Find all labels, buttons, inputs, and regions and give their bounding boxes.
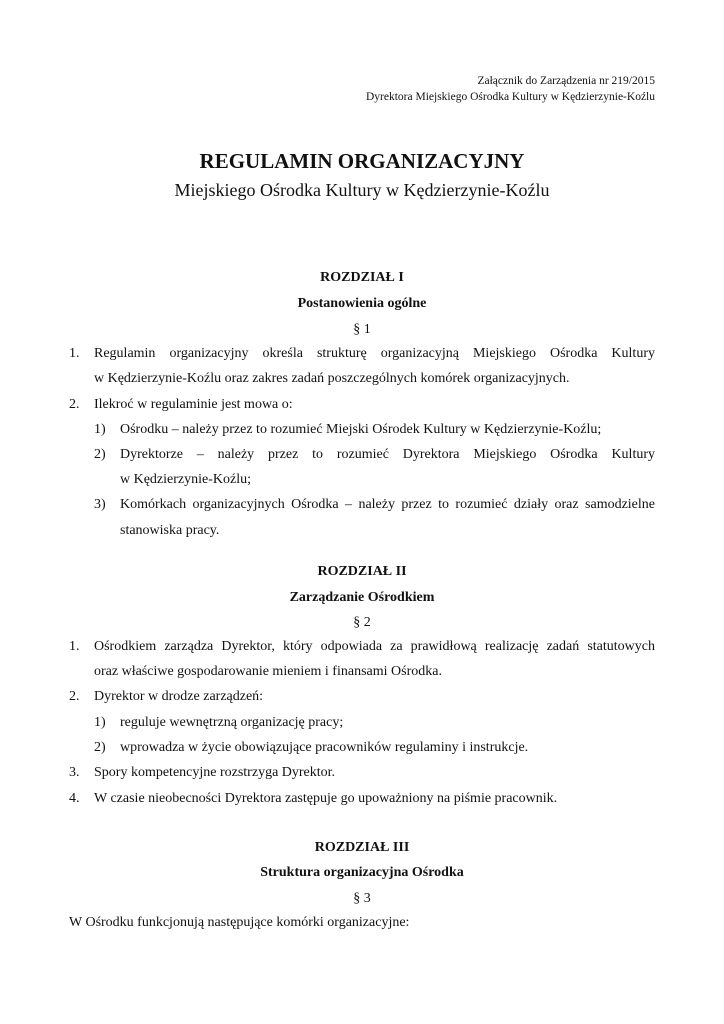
list-number: 1.	[69, 346, 80, 361]
annex-note	[366, 73, 655, 105]
chapter-3-heading: ROZDZIAŁ III	[314, 840, 410, 855]
list-number: 1.	[69, 639, 80, 654]
list-number: 2.	[69, 689, 80, 704]
annex-line-1: Załącznik do Zarządzenia nr 219/2015	[477, 75, 655, 87]
list-item-line: W czasie nieobecności Dyrektora zastępuje go upoważniony na piśmie pracownik.	[94, 791, 558, 806]
chapter-3-intro: W Ośrodku funkcjonują następujące komórki organizacyjne:	[69, 915, 410, 930]
list-number: 2.	[69, 397, 80, 412]
annex-line-2: Dyrektora Miejskiego Ośrodka Kultury w Kędzierzynie-Koźlu	[365, 91, 655, 103]
chapter-3-name: Struktura organizacyjna Ośrodka	[260, 865, 464, 880]
list-item-line: Ilekroć w regulaminie jest mowa o:	[94, 397, 293, 412]
list-item-line: Dyrektor w drodze zarządzeń:	[94, 689, 264, 704]
paragraph-3-sign: § 3	[353, 891, 371, 906]
list-item-line: oraz właściwe gospodarowanie mieniem i finansami Ośrodka.	[94, 664, 442, 679]
sublist-item-line: Komórkach organizacyjnych Ośrodka – należy przez to rozumieć działy oraz samodzielne	[120, 497, 655, 512]
sublist-item-line: stanowiska pracy.	[120, 523, 220, 538]
sublist-number: 1)	[94, 422, 106, 437]
sublist-number: 3)	[94, 497, 106, 512]
paragraph-2-sign: § 2	[353, 615, 371, 630]
list-item-line: Ośrodkiem zarządza Dyrektor, który odpowiada za prawidłową realizację zadań statutowych	[94, 639, 655, 654]
list-number: 3.	[69, 765, 80, 780]
sublist-number: 2)	[94, 740, 106, 755]
document-title: REGULAMIN ORGANIZACYJNY	[199, 149, 525, 173]
list-item-line: w Kędzierzynie-Koźlu oraz zakres zadań poszczególnych komórek organizacyjnych.	[94, 371, 570, 386]
list-item-line: Spory kompetencyjne rozstrzyga Dyrektor.	[94, 765, 336, 780]
list-number: 4.	[69, 791, 80, 806]
chapter-1-name: Postanowienia ogólne	[297, 296, 427, 311]
chapter-1-heading: ROZDZIAŁ I	[320, 270, 404, 285]
sublist-item-line: wprowadza w życie obowiązujące pracowników regulaminy i instrukcje.	[120, 740, 529, 755]
sublist-number: 2)	[94, 447, 106, 462]
chapter-2-name: Zarządzanie Ośrodkiem	[289, 590, 435, 605]
sublist-number: 1)	[94, 715, 106, 730]
list-item-line: Regulamin organizacyjny określa strukturę organizacyjną Miejskiego Ośrodka Kultury	[94, 346, 655, 361]
sublist-item-line: w Kędzierzynie-Koźlu;	[120, 472, 251, 487]
sublist-item-line: Dyrektorze – należy przez to rozumieć Dyrektora Miejskiego Ośrodka Kultury	[120, 447, 655, 462]
paragraph-1-sign: § 1	[353, 322, 371, 337]
chapter-2-heading: ROZDZIAŁ II	[317, 564, 407, 579]
sublist-item-line: reguluje wewnętrzną organizację pracy;	[120, 715, 344, 730]
sublist-item-line: Ośrodku – należy przez to rozumieć Miejski Ośrodek Kultury w Kędzierzynie-Koźlu;	[120, 422, 602, 437]
document-subtitle: Miejskiego Ośrodka Kultury w Kędzierzynie-Koźlu	[174, 180, 550, 200]
